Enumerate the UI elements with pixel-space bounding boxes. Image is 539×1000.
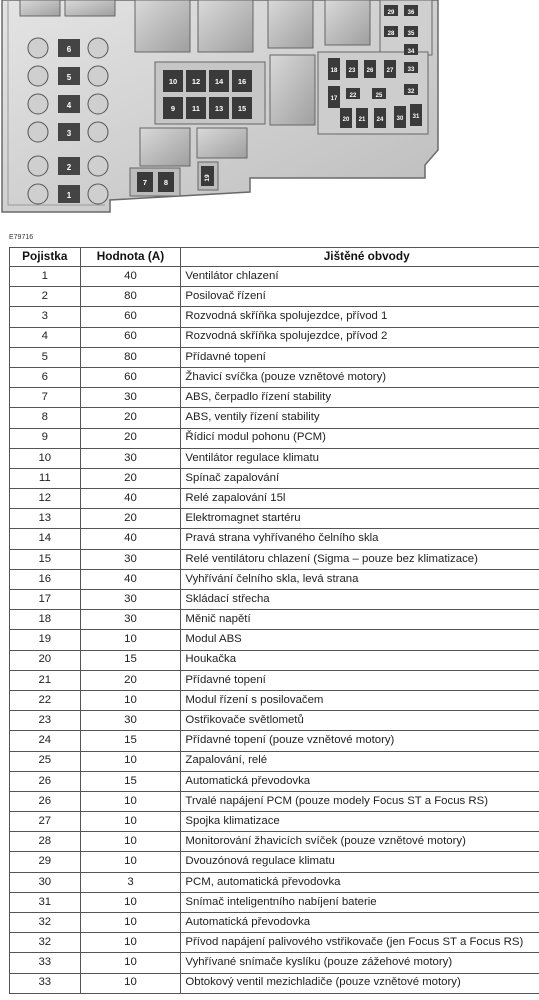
amperage-cell: 40 (80, 267, 181, 287)
amperage-cell: 20 (80, 468, 181, 488)
amperage-cell: 30 (80, 549, 181, 569)
amperage-cell: 10 (80, 852, 181, 872)
table-header-row (10, 248, 539, 267)
amperage-cell: 40 (80, 529, 181, 549)
relay-block (135, 0, 190, 52)
fuse-number-cell: 32 (10, 913, 81, 933)
circuit-cell: Spojka klimatizace (181, 812, 539, 832)
table-row (10, 913, 539, 933)
fuse-label-30: 30 (396, 116, 404, 122)
amperage-cell: 60 (80, 367, 181, 387)
circuit-cell: Posilovač řízení (181, 287, 539, 307)
fuse-number-cell: 13 (10, 509, 81, 529)
circuit-cell: Relé zapalování 15l (181, 489, 539, 509)
amperage-cell: 60 (80, 307, 181, 327)
circuit-cell: Ventilátor chlazení (181, 267, 539, 287)
circuit-cell: Modul řízení s posilovačem (181, 690, 539, 710)
table-row (10, 489, 539, 509)
circuit-cell: Relé ventilátoru chlazení (Sigma – pouze bez klimatizace) (181, 549, 539, 569)
circuit-cell: Vyhřívané snímače kyslíku (pouze zážehové motory) (181, 953, 539, 973)
table-row (10, 590, 539, 610)
relay-block (65, 0, 115, 16)
table-row (10, 630, 539, 650)
fuse-label-8: 8 (163, 178, 169, 187)
circuit-cell: Automatická převodovka (181, 913, 539, 933)
amperage-cell: 20 (80, 509, 181, 529)
fuse-number-cell: 22 (10, 690, 81, 710)
fuse-label-35: 35 (407, 31, 415, 37)
table-row (10, 650, 539, 670)
fuse-label-34: 34 (407, 49, 415, 55)
fuse-number-cell: 27 (10, 812, 81, 832)
circuit-cell: ABS, čerpadlo řízení stability (181, 388, 539, 408)
fuse-label-25: 25 (375, 93, 383, 99)
table-row (10, 428, 539, 448)
circuit-cell: Snímač inteligentního nabíjení baterie (181, 892, 539, 912)
table-row (10, 367, 539, 387)
fuse-label-4: 4 (66, 101, 72, 110)
fuse-number-cell: 17 (10, 590, 81, 610)
fuse-label-13: 13 (214, 104, 224, 113)
fuse-box-diagram (0, 0, 539, 232)
amperage-cell: 30 (80, 388, 181, 408)
amperage-cell: 30 (80, 610, 181, 630)
fuse-label-3: 3 (66, 129, 72, 138)
fuse-label-9: 9 (170, 104, 176, 113)
fuse-number-cell: 6 (10, 367, 81, 387)
fuse-number-cell: 16 (10, 569, 81, 589)
fuse-label-1: 1 (66, 191, 72, 200)
amperage-cell: 40 (80, 489, 181, 509)
relay-block (270, 55, 315, 125)
table-row (10, 690, 539, 710)
fuse-label-28: 28 (387, 31, 395, 37)
fuse-label-36: 36 (407, 10, 415, 16)
table-row (10, 812, 539, 832)
table-row (10, 610, 539, 630)
fuse-label-7: 7 (142, 178, 148, 187)
table-row (10, 569, 539, 589)
fuse-label-16: 16 (237, 77, 247, 86)
fuse-number-cell: 32 (10, 933, 81, 953)
fuse-number-cell: 33 (10, 953, 81, 973)
fuse-label-27: 27 (386, 68, 394, 74)
fuse-label-22: 22 (349, 93, 357, 99)
fuse-label-19: 19 (204, 174, 211, 182)
figure-code: E79716 (9, 234, 34, 241)
fuse-label-10: 10 (168, 77, 178, 86)
amperage-cell: 3 (80, 872, 181, 892)
table-row (10, 852, 539, 872)
circuit-cell: Měnič napětí (181, 610, 539, 630)
relay-block (325, 0, 370, 45)
circuit-cell: Dvouzónová regulace klimatu (181, 852, 539, 872)
fuse-number-cell: 3 (10, 307, 81, 327)
table-row (10, 892, 539, 912)
header-fuse: Pojistka (10, 248, 81, 267)
table-row (10, 408, 539, 428)
circuit-cell: Trvalé napájení PCM (pouze modely Focus ST a Focus RS) (181, 791, 539, 811)
amperage-cell: 10 (80, 913, 181, 933)
fuse-label-14: 14 (214, 77, 224, 86)
circuit-cell: Modul ABS (181, 630, 539, 650)
fuse-label-31: 31 (412, 114, 420, 120)
table-row (10, 973, 539, 993)
relay-block (268, 0, 313, 48)
fuse-number-cell: 11 (10, 468, 81, 488)
amperage-cell: 10 (80, 933, 181, 953)
fuse-number-cell: 24 (10, 731, 81, 751)
circuit-cell: Spínač zapalování (181, 468, 539, 488)
circuit-cell: Přívod napájení palivového vstřikovače (jen Focus ST a Focus RS) (181, 933, 539, 953)
fuse-label-23: 23 (348, 68, 356, 74)
amperage-cell: 20 (80, 428, 181, 448)
circuit-cell: Automatická převodovka (181, 771, 539, 791)
circuit-cell: Žhavicí svíčka (pouze vznětové motory) (181, 367, 539, 387)
amperage-cell: 30 (80, 448, 181, 468)
amperage-cell: 15 (80, 650, 181, 670)
circuit-cell: Elektromagnet startéru (181, 509, 539, 529)
fuse-label-11: 11 (192, 104, 200, 113)
amperage-cell: 30 (80, 590, 181, 610)
fuse-number-cell: 18 (10, 610, 81, 630)
fuse-number-cell: 10 (10, 448, 81, 468)
header-value: Hodnota (A) (80, 248, 181, 267)
relay-block (140, 128, 190, 166)
fuse-table-wrapper (9, 247, 539, 994)
fuse-number-cell: 28 (10, 832, 81, 852)
fuse-label-15: 15 (237, 104, 247, 113)
fuse-number-cell: 21 (10, 670, 81, 690)
fuse-number-cell: 19 (10, 630, 81, 650)
table-row (10, 731, 539, 751)
amperage-cell: 10 (80, 812, 181, 832)
fuse-number-cell: 5 (10, 347, 81, 367)
table-row (10, 832, 539, 852)
table-row (10, 327, 539, 347)
amperage-cell: 10 (80, 791, 181, 811)
fuse-number-cell: 4 (10, 327, 81, 347)
fuse-number-cell: 9 (10, 428, 81, 448)
amperage-cell: 80 (80, 347, 181, 367)
relay-block (197, 128, 247, 158)
table-row (10, 347, 539, 367)
fuse-label-17: 17 (330, 96, 338, 102)
fuse-label-12: 12 (191, 77, 201, 86)
circuit-cell: Ostřikovače světlometů (181, 711, 539, 731)
amperage-cell: 60 (80, 327, 181, 347)
circuit-cell: Obtokový ventil mezichladiče (pouze vznětové motory) (181, 973, 539, 993)
circuit-cell: Vyhřívání čelního skla, levá strana (181, 569, 539, 589)
circuit-cell: Přídavné topení (181, 670, 539, 690)
relay-block (198, 0, 253, 52)
fuse-label-21: 21 (358, 117, 366, 123)
circuit-cell: Ventilátor regulace klimatu (181, 448, 539, 468)
fuse-table (9, 247, 539, 994)
fuse-label-26: 26 (366, 68, 374, 74)
amperage-cell: 10 (80, 630, 181, 650)
circuit-cell: Houkačka (181, 650, 539, 670)
fuse-number-cell: 33 (10, 973, 81, 993)
table-row (10, 549, 539, 569)
circuit-cell: Přídavné topení (181, 347, 539, 367)
amperage-cell: 10 (80, 953, 181, 973)
header-circuits: Jištěné obvody (181, 248, 539, 267)
fuse-label-20: 20 (342, 117, 350, 123)
table-row (10, 267, 539, 287)
circuit-cell: Monitorování žhavicích svíček (pouze vznětové motory) (181, 832, 539, 852)
circuit-cell: Řídicí modul pohonu (PCM) (181, 428, 539, 448)
table-row (10, 791, 539, 811)
fuse-number-cell: 12 (10, 489, 81, 509)
fuse-number-cell: 20 (10, 650, 81, 670)
circuit-cell: Přídavné topení (pouze vznětové motory) (181, 731, 539, 751)
amperage-cell: 10 (80, 751, 181, 771)
fuse-label-33: 33 (407, 67, 415, 73)
fuse-label-32: 32 (407, 89, 415, 95)
fuse-number-cell: 30 (10, 872, 81, 892)
table-row (10, 751, 539, 771)
amperage-cell: 20 (80, 408, 181, 428)
table-row (10, 388, 539, 408)
amperage-cell: 40 (80, 569, 181, 589)
table-row (10, 711, 539, 731)
amperage-cell: 30 (80, 711, 181, 731)
circuit-cell: Rozvodná skříňka spolujezdce, přívod 1 (181, 307, 539, 327)
fuse-label-2: 2 (66, 163, 72, 172)
table-row (10, 468, 539, 488)
table-row (10, 953, 539, 973)
fuse-label-6: 6 (66, 45, 72, 54)
amperage-cell: 20 (80, 670, 181, 690)
table-row (10, 872, 539, 892)
circuit-cell: Rozvodná skříňka spolujezdce, přívod 2 (181, 327, 539, 347)
circuit-cell: PCM, automatická převodovka (181, 872, 539, 892)
circuit-cell: ABS, ventily řízení stability (181, 408, 539, 428)
table-row (10, 509, 539, 529)
fuse-number-cell: 25 (10, 751, 81, 771)
fuse-number-cell: 26 (10, 771, 81, 791)
table-row (10, 670, 539, 690)
amperage-cell: 80 (80, 287, 181, 307)
amperage-cell: 10 (80, 690, 181, 710)
fuse-number-cell: 7 (10, 388, 81, 408)
fuse-label-5: 5 (66, 73, 72, 82)
circuit-cell: Skládací střecha (181, 590, 539, 610)
fuse-number-cell: 31 (10, 892, 81, 912)
amperage-cell: 15 (80, 771, 181, 791)
fuse-number-cell: 2 (10, 287, 81, 307)
table-row (10, 529, 539, 549)
table-row (10, 448, 539, 468)
fuse-number-cell: 1 (10, 267, 81, 287)
table-row (10, 307, 539, 327)
table-row (10, 771, 539, 791)
amperage-cell: 10 (80, 973, 181, 993)
fuse-box-figure (0, 0, 539, 232)
table-row (10, 933, 539, 953)
fuse-number-cell: 15 (10, 549, 81, 569)
amperage-cell: 10 (80, 832, 181, 852)
fuse-number-cell: 26 (10, 791, 81, 811)
fuse-label-24: 24 (376, 117, 384, 123)
amperage-cell: 15 (80, 731, 181, 751)
fuse-number-cell: 8 (10, 408, 81, 428)
fuse-number-cell: 14 (10, 529, 81, 549)
amperage-cell: 10 (80, 892, 181, 912)
circuit-cell: Zapalování, relé (181, 751, 539, 771)
fuse-label-29: 29 (387, 10, 395, 16)
table-row (10, 287, 539, 307)
fuse-label-18: 18 (330, 68, 338, 74)
relay-block (20, 0, 60, 16)
fuse-number-cell: 23 (10, 711, 81, 731)
fuse-number-cell: 29 (10, 852, 81, 872)
table-body (10, 267, 539, 994)
circuit-cell: Pravá strana vyhřívaného čelního skla (181, 529, 539, 549)
